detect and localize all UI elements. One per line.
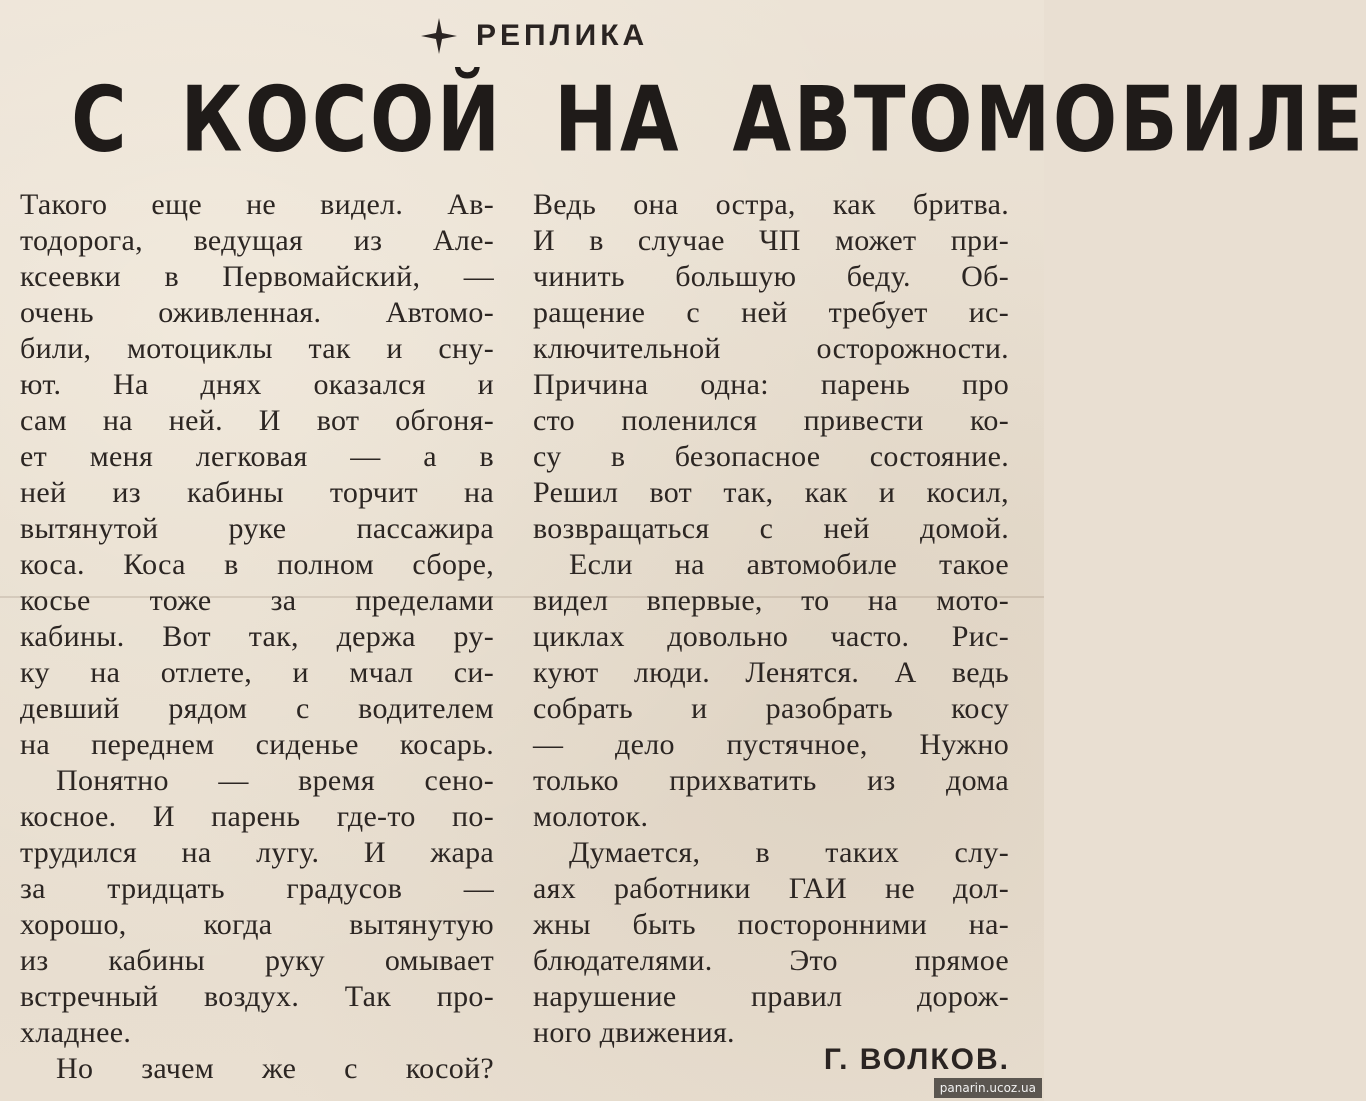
text-line: Такого еще не видел. Ав- — [20, 188, 494, 221]
text-line: — дело пустячное, Нужно — [533, 728, 1009, 761]
text-line: хладнее. — [20, 1016, 132, 1049]
text-line: Если на автомобиле такое — [569, 548, 1009, 581]
text-line: молоток. — [533, 800, 649, 833]
text-line: нарушение правил дорож- — [533, 980, 1009, 1013]
text-line: Но зачем же с косой? — [56, 1052, 494, 1085]
author-signature: Г. ВОЛКОВ. — [823, 1043, 1010, 1076]
article-column-left — [20, 187, 494, 1087]
text-line: били, мотоциклы так и сну- — [20, 332, 494, 365]
text-line: косное. И парень где-то по- — [20, 800, 494, 833]
watermark: panarin.ucoz.ua — [934, 1078, 1042, 1098]
text-line: сто поленился привести ко- — [533, 404, 1009, 437]
text-line: вытянутой руке пассажира — [20, 512, 494, 545]
text-line: И в случае ЧП может при- — [533, 224, 1009, 257]
rubric-label: РЕПЛИКА — [476, 19, 649, 52]
text-line: Решил вот так, как и косил, — [533, 476, 1009, 509]
text-line: кабины. Вот так, держа ру- — [20, 620, 494, 653]
text-line: встречный воздух. Так про- — [20, 980, 494, 1013]
text-line: тодорога, ведущая из Але- — [20, 224, 494, 257]
text-line: Понятно — время сено- — [56, 764, 494, 797]
text-line: собрать и разобрать косу — [533, 692, 1009, 725]
text-line: ключительной осторожности. — [533, 332, 1009, 365]
text-line: возвращаться с ней домой. — [533, 512, 1009, 545]
text-line: сам на ней. И вот обгоня- — [20, 404, 494, 437]
text-line: ного движения. — [533, 1016, 735, 1049]
text-line: ней из кабины торчит на — [20, 476, 494, 509]
text-line: Причина одна: парень про — [533, 368, 1009, 401]
text-line: за тридцать градусов — — [20, 872, 494, 905]
text-line: жны быть посторонними на- — [533, 908, 1009, 941]
rubric — [420, 14, 648, 58]
text-line: циклах довольно часто. Рис- — [533, 620, 1009, 653]
text-line: аях работники ГАИ не дол- — [533, 872, 1009, 905]
text-line: косье тоже за пределами — [20, 584, 494, 617]
text-line: блюдателями. Это прямое — [533, 944, 1009, 977]
text-line: ращение с ней требует ис- — [533, 296, 1009, 329]
text-line: чинить большую беду. Об- — [533, 260, 1009, 293]
headline: С КОСОЙ НА АВТОМОБИЛЕ — [71, 66, 1366, 173]
text-line: очень оживленная. Автомо- — [20, 296, 494, 329]
text-line: видел впервые, то на мото- — [533, 584, 1009, 617]
text-line: Ведь она остра, как бритва. — [533, 188, 1009, 221]
text-line: на переднем сиденье косарь. — [20, 728, 494, 761]
text-line: куют люди. Ленятся. А ведь — [533, 656, 1009, 689]
text-line: ют. На днях оказался и — [20, 368, 494, 401]
text-line: хорошо, когда вытянутую — [20, 908, 494, 941]
article-column-right — [533, 187, 1009, 1051]
text-line: су в безопасное состояние. — [533, 440, 1009, 473]
text-line: Думается, в таких слу- — [569, 836, 1009, 869]
text-line: только прихватить из дома — [533, 764, 1009, 797]
text-line: ет меня легковая — а в — [20, 440, 494, 473]
text-line: ку на отлете, и мчал си- — [20, 656, 494, 689]
text-line: девший рядом с водителем — [20, 692, 494, 725]
text-line: коса. Коса в полном сборе, — [20, 548, 494, 581]
text-line: из кабины руку омывает — [20, 944, 494, 977]
star-icon — [420, 17, 458, 55]
text-line: трудился на лугу. И жара — [20, 836, 494, 869]
text-line: ксеевки в Первомайский, — — [20, 260, 494, 293]
